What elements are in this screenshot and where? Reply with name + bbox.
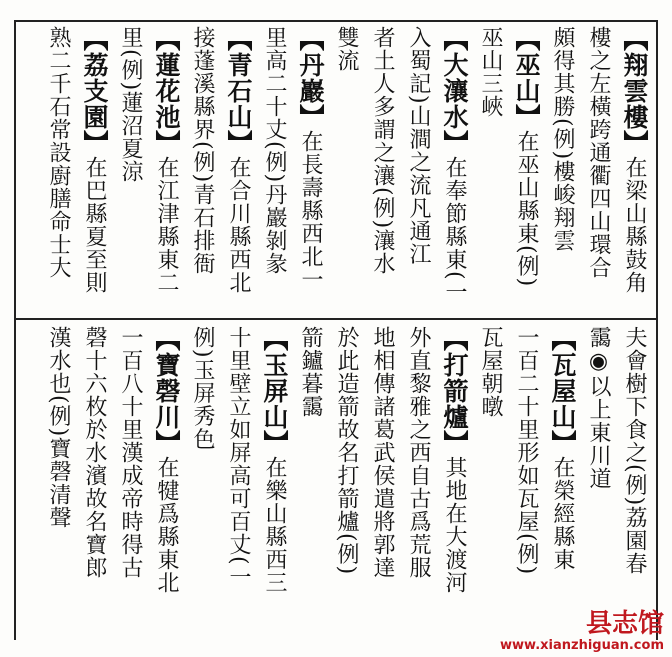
text-column <box>112 326 148 636</box>
entry-text: 例)玉屏秀色 <box>190 326 215 451</box>
text-column <box>616 26 652 314</box>
entry-heading: 【蓮花池】 <box>152 26 181 156</box>
entry-text: 一百八十里漢成帝時得古 <box>118 326 143 579</box>
text-column <box>112 26 148 314</box>
entry-text: 者土人多謂之瀼(例)瀼水 <box>370 26 395 276</box>
text-column <box>364 26 400 314</box>
entry-text: 在奉節縣東(一 <box>442 156 467 304</box>
entry-heading: 【瓦屋山】 <box>548 326 577 456</box>
text-column <box>436 326 472 636</box>
entry-text: 在梁山縣鼓角 <box>622 156 647 294</box>
entry-text: 靄◉以上東川道 <box>586 326 611 490</box>
entry-text: 接蓬溪縣界(例)青石排衙 <box>190 26 215 276</box>
entry-heading: 【玉屏山】 <box>260 326 289 456</box>
text-column <box>292 326 328 636</box>
watermark <box>500 610 664 653</box>
entry-text: 箭鑪暮靄 <box>298 326 323 418</box>
entry-text: 樓之左橫跨通衢四山環合 <box>586 26 611 279</box>
entry-text: 在合川縣西北 <box>226 156 251 294</box>
text-column <box>436 26 472 314</box>
text-column <box>256 326 292 636</box>
text-column <box>400 326 436 636</box>
text-column <box>580 326 616 636</box>
entry-text: 入蜀記)山澗之流凡通江 <box>406 26 431 266</box>
top-border-rule <box>14 20 656 22</box>
entry-text: 雙流 <box>334 26 359 72</box>
entry-heading: 【翔雲樓】 <box>620 26 649 156</box>
entry-text: 里高二十丈(例)丹巖剝彖 <box>262 26 287 276</box>
text-column <box>472 326 508 636</box>
text-column <box>184 26 220 314</box>
entry-text: 磬十六枚於水濱故名寶郎 <box>82 326 107 579</box>
bottom-text-band <box>18 326 652 636</box>
watermark-url: www.xianzhiguan.com <box>500 638 664 653</box>
entry-text: 十里壁立如屏高可百丈(一 <box>226 326 251 589</box>
text-column <box>148 326 184 636</box>
entry-text: 巫山三峽 <box>478 26 503 118</box>
left-border-rule <box>14 20 16 640</box>
entry-text: 一百二十里形如瓦屋(例) <box>514 326 539 576</box>
entry-text: 瓦屋朝暾 <box>478 326 503 418</box>
entry-text: 在長壽縣西北一 <box>298 130 323 291</box>
text-column <box>220 26 256 314</box>
entry-text: 漢水也(例)寶磬清聲 <box>46 326 71 530</box>
text-column <box>184 326 220 636</box>
entry-text: 夫會樹下食之(例)荔園春 <box>622 326 647 576</box>
entry-text: 在樂山縣西三 <box>262 456 287 594</box>
text-column <box>472 26 508 314</box>
middle-divider-rule <box>14 318 656 320</box>
entry-text: 頗得其勝(例)樓峻翔雲 <box>550 26 575 253</box>
text-column <box>508 326 544 636</box>
entry-heading: 【丹巖】 <box>296 26 325 130</box>
entry-heading: 【寶磬川】 <box>152 326 181 456</box>
entry-text: 在榮經縣東 <box>550 456 575 571</box>
text-column <box>508 26 544 314</box>
entry-text: 地相傳諸葛武侯遣將郭達 <box>370 326 395 579</box>
text-column <box>328 326 364 636</box>
entry-text: 外直黎雅之西自古爲荒服 <box>406 326 431 579</box>
entry-text: 在巴縣夏至則 <box>82 156 107 294</box>
text-column <box>580 26 616 314</box>
text-column <box>256 26 292 314</box>
entry-heading: 【打箭爐】 <box>440 326 469 456</box>
text-column <box>220 326 256 636</box>
entry-text: 在巫山縣東(例) <box>514 130 539 288</box>
text-column <box>76 326 112 636</box>
watermark-name: 县志馆 <box>585 609 664 639</box>
text-column <box>76 26 112 314</box>
entry-text: 於此造箭故名打箭爐(例) <box>334 326 359 576</box>
entry-heading: 【荔支園】 <box>80 26 109 156</box>
text-column <box>40 326 76 636</box>
entry-text: 里(例)蓮沼夏涼 <box>118 26 143 184</box>
text-column <box>544 326 580 636</box>
text-column <box>40 26 76 314</box>
text-column <box>328 26 364 314</box>
text-column <box>292 26 328 314</box>
entry-heading: 【大瀼水】 <box>440 26 469 156</box>
entry-text: 其地在大渡河 <box>442 456 467 594</box>
entry-heading: 【青石山】 <box>224 26 253 156</box>
text-column <box>544 26 580 314</box>
top-text-band <box>18 26 652 314</box>
text-column <box>364 326 400 636</box>
entry-text: 熟二千石常設廚膳命士大 <box>46 26 71 279</box>
entry-text: 在江津縣東二 <box>154 156 179 294</box>
entry-heading: 【巫山】 <box>512 26 541 130</box>
text-column <box>616 326 652 636</box>
entry-text: 在犍爲縣東北 <box>154 456 179 594</box>
text-column <box>148 26 184 314</box>
text-column <box>400 26 436 314</box>
right-border-rule <box>656 20 658 640</box>
